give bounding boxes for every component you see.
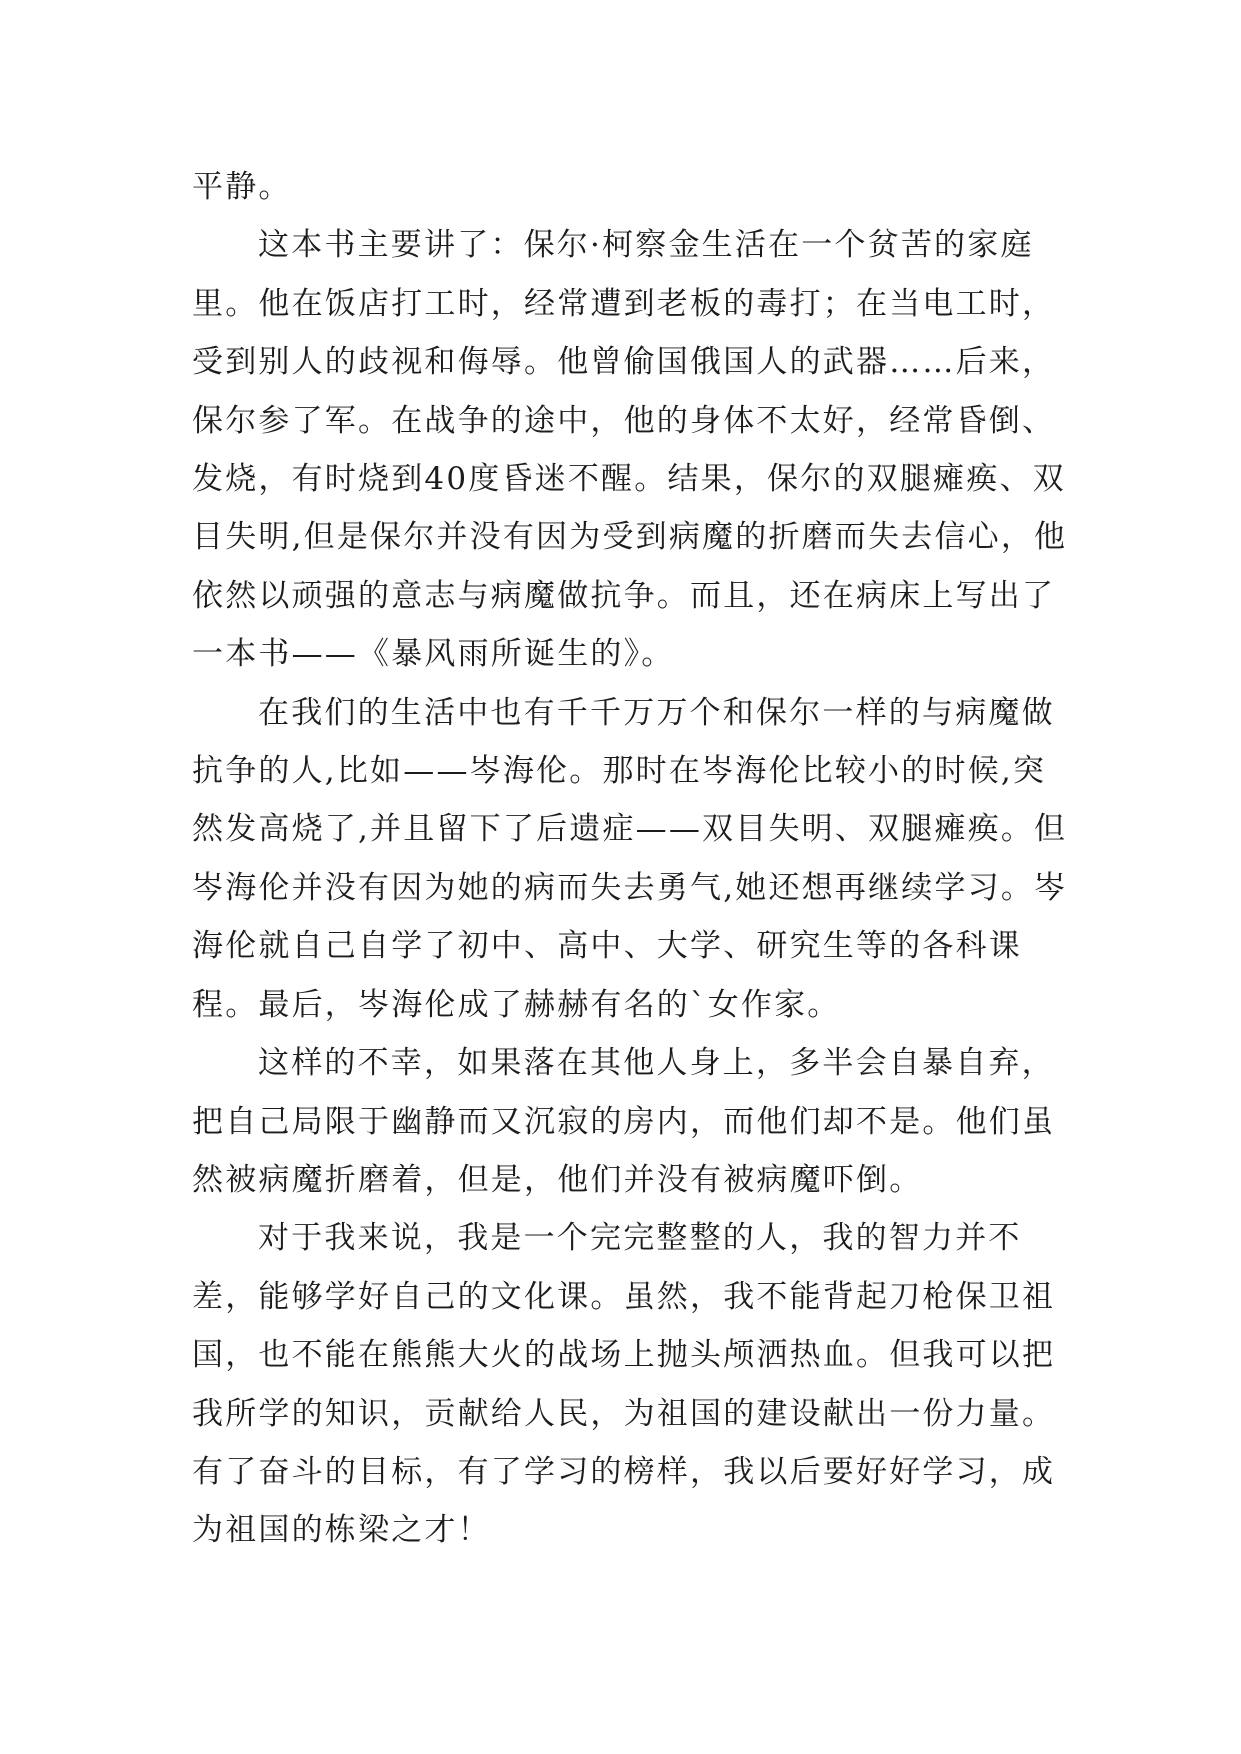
paragraph-5: 对于我来说，我是一个完完整整的人，我的智力并不差，能够学好自己的文化课。虽然，我不能背起刀枪保卫祖国，也不能在熊熊大火的战场上抛头颅洒热血。但我可以把我所学的知识，贡献给人民，为祖国的建设献出一份力量。有了奋斗的目标，有了学习的榜样，我以后要好好学习，成为祖国的栋梁之才！ (192, 1220, 1056, 1549)
document-body (192, 158, 1076, 1560)
paragraph-1: 平静。 (192, 169, 292, 205)
paragraph-2: 这本书主要讲了：保尔·柯察金生活在一个贫苦的家庭里。他在饭店打工时，经常遭到老板的毒打；在当电工时，受到别人的歧视和侮辱。他曾偷国俄国人的武器……后来，保尔参了军。在战争的途中，他的身体不太好，经常昏倒、发烧，有时烧到40度昏迷不醒。结果，保尔的双腿瘫痪、双目失明,但是保尔并没有因为受到病魔的折磨而失去信心，他依然以顽强的意志与病魔做抗争。而且，还在病床上写出了一本书——《暴风雨所诞生的》。 (192, 227, 1068, 673)
paragraph-4: 这样的不幸，如果落在其他人身上，多半会自暴自弃，把自己局限于幽静而又沉寂的房内，而他们却不是。他们虽然被病魔折磨着，但是，他们并没有被病魔吓倒。 (192, 1045, 1056, 1198)
paragraph-3: 在我们的生活中也有千千万万个和保尔一样的与病魔做抗争的人,比如——岑海伦。那时在岑海伦比较小的时候,突然发高烧了,并且留下了后遗症——双目失明、双腿瘫痪。但岑海伦并没有因为她的病而失去勇气,她还想再继续学习。岑海伦就自己自学了初中、高中、大学、研究生等的各科课程。最后，岑海伦成了赫赫有名的`女作家。 (192, 694, 1068, 1023)
